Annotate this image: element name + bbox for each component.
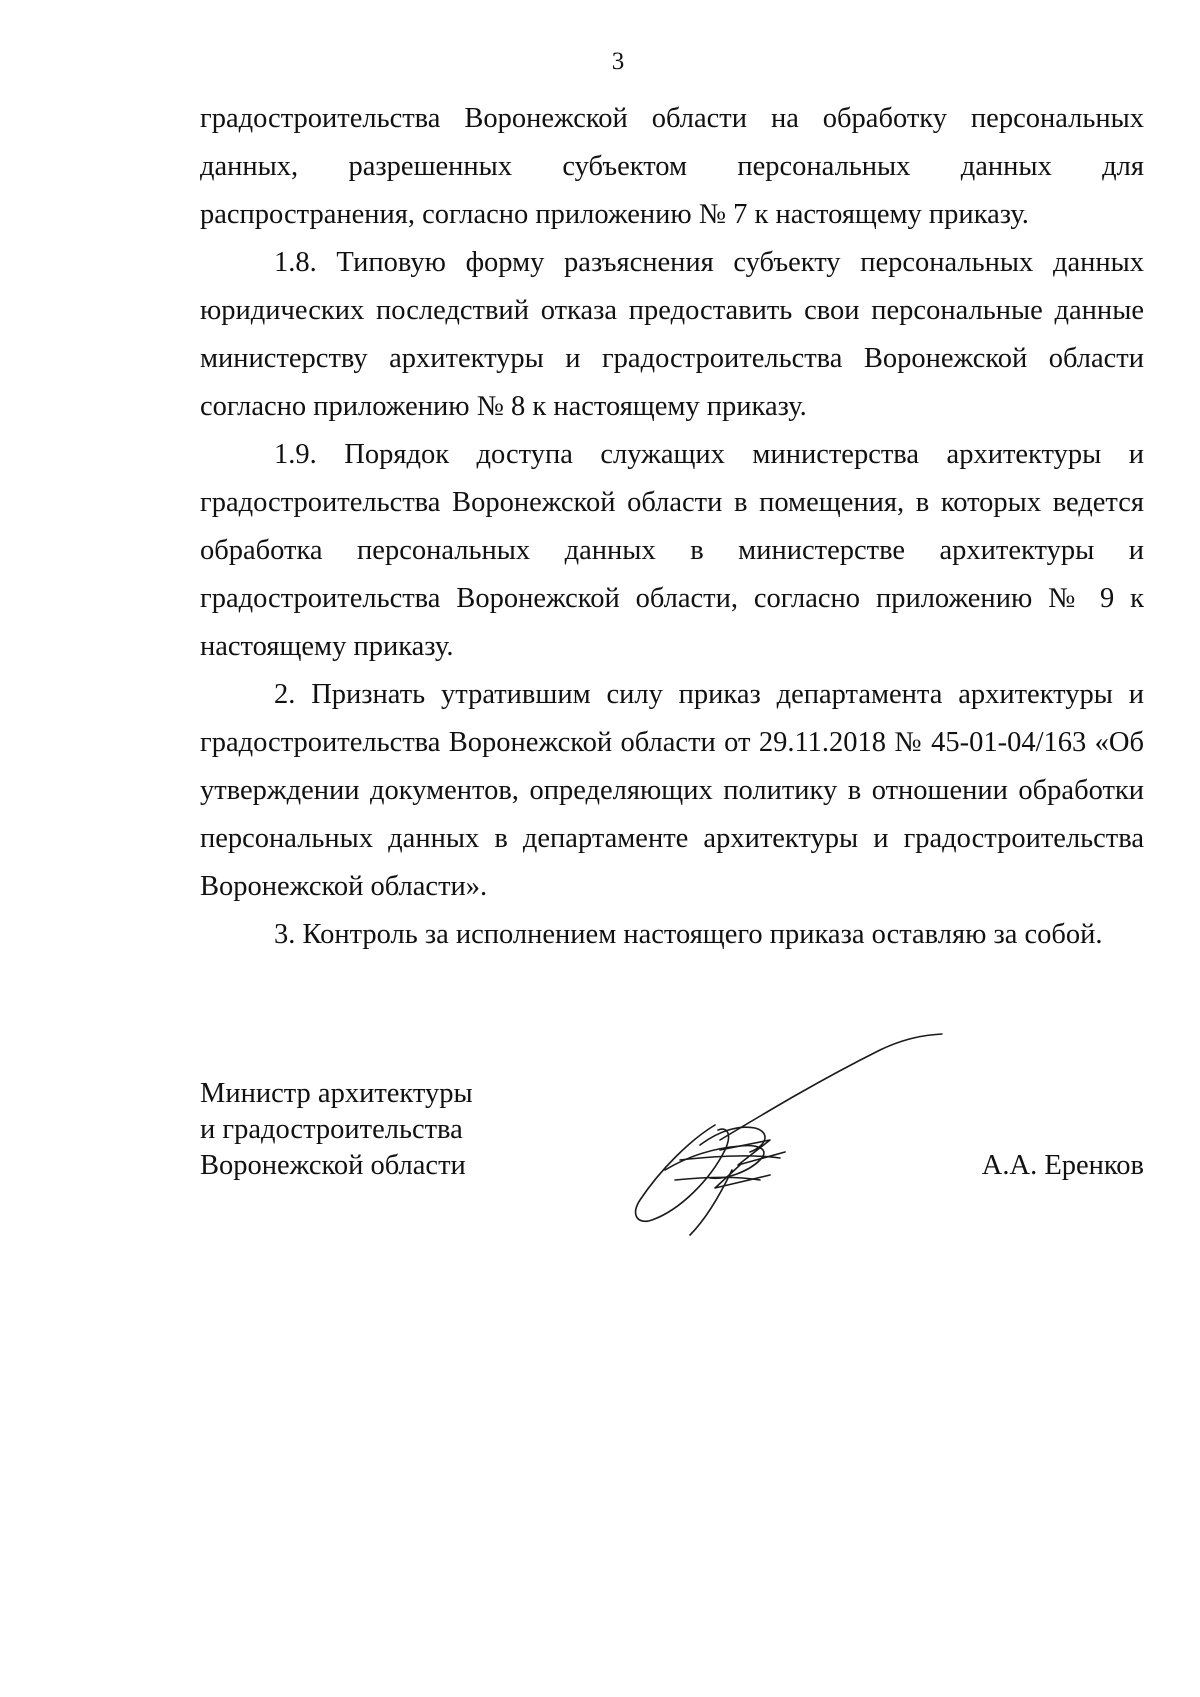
paragraph-1-9: 1.9. Порядок доступа служащих министерства архитектуры и градостроительства Воронежской области в помещения, в которых ведется обработка персональных данных в министерстве архитектуры и градостроительства Воронежской области, согласно приложению № 9 к настоящему приказу. bbox=[200, 439, 1144, 662]
paragraph-1-8: 1.8. Типовую форму разъяснения субъекту персональных данных юридических последствий отказа предоставить свои персональные данные министерству архитектуры и градостроительства Воронежской области согласно приложению № 8 к настоящему приказу. bbox=[200, 247, 1144, 422]
signatory-position bbox=[200, 1076, 473, 1184]
paragraph-3: 3. Контроль за исполнением настоящего приказа оставляю за собой. bbox=[274, 919, 1103, 950]
paragraph-1-continuation: градостроительства Воронежской области на обработку персональных данных, разрешенных субъектом персональных данных для распространения, согласно приложению № 7 к настоящему приказу. bbox=[200, 103, 1144, 230]
paragraph-2: 2. Признать утратившим силу приказ департамента архитектуры и градостроительства Воронежской области от 29.11.2018 № 45-01-04/163 «Об утверждении документов, определяющих политику в отношении обработки персональных данных в департаменте архитектуры и градостроительства Воронежской области». bbox=[200, 679, 1144, 902]
handwritten-signature-icon bbox=[620, 1030, 960, 1240]
position-line-1: Министр архитектуры bbox=[200, 1078, 473, 1109]
signer-name: А.А. Еренков bbox=[981, 1150, 1144, 1181]
position-line-2: и градостроительства bbox=[200, 1114, 463, 1145]
position-line-3: Воронежской области bbox=[200, 1150, 466, 1181]
document-body bbox=[200, 95, 1144, 959]
page-number: 3 bbox=[611, 48, 625, 75]
